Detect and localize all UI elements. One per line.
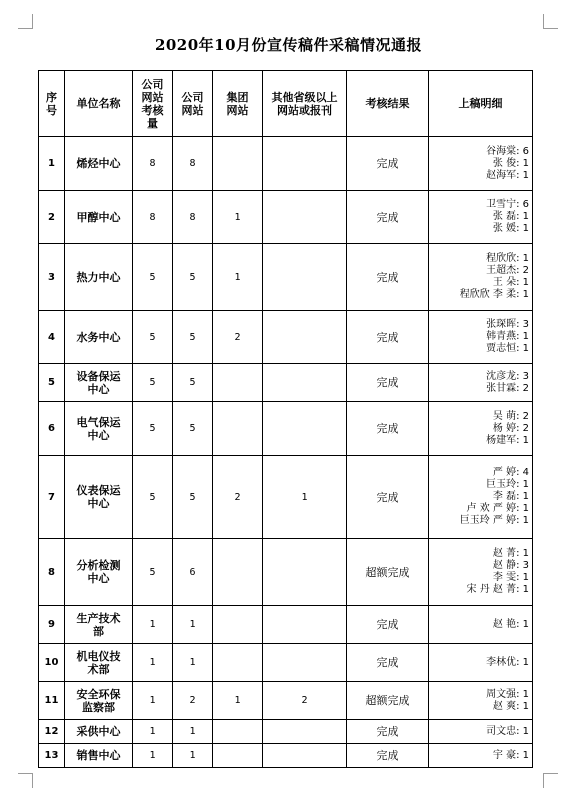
table-row — [39, 744, 533, 768]
detail-line: 杨 婷: 2 — [492, 422, 529, 434]
table-row — [39, 402, 533, 456]
header-company-quota: 公司网站考核量 — [133, 71, 173, 137]
crop-mark-top-left — [18, 14, 33, 29]
document-title: 2020年10月份宣传稿件采稿情况通报 — [154, 36, 423, 54]
cell-company-site: 1 — [173, 744, 213, 768]
cell-company-site: 5 — [173, 311, 213, 364]
cell-provincial — [263, 244, 347, 311]
crop-mark-bottom-left — [18, 773, 33, 788]
cell-details — [429, 644, 533, 682]
cell-company-quota: 8 — [133, 191, 173, 244]
cell-result: 完成 — [347, 456, 429, 539]
table-row — [39, 539, 533, 606]
detail-line: 巨玉玲 严 婷: 1 — [459, 515, 529, 526]
table-row — [39, 191, 533, 244]
cell-result: 完成 — [347, 606, 429, 644]
detail-line: 张 俊: 1 — [492, 157, 529, 169]
cell-company-site: 5 — [173, 364, 213, 402]
cell-result: 完成 — [347, 744, 429, 768]
detail-line: 李 磊: 1 — [492, 491, 529, 502]
cell-provincial — [263, 311, 347, 364]
cell-seq: 7 — [39, 456, 65, 539]
cell-company-site: 6 — [173, 539, 213, 606]
cell-company-site: 5 — [173, 244, 213, 311]
cell-provincial — [263, 744, 347, 768]
cell-group-site: 1 — [213, 682, 263, 720]
table-row — [39, 244, 533, 311]
detail-line: 王超杰: 2 — [486, 265, 529, 276]
cell-company-quota: 1 — [133, 744, 173, 768]
cell-seq: 12 — [39, 720, 65, 744]
report-table — [38, 70, 533, 768]
cell-seq: 4 — [39, 311, 65, 364]
cell-details — [429, 539, 533, 606]
cell-unit: 分析检测中心 — [65, 539, 133, 606]
detail-line: 张 媛: 1 — [492, 223, 529, 234]
crop-mark-bottom-right — [543, 773, 558, 788]
cell-seq: 3 — [39, 244, 65, 311]
cell-result: 完成 — [347, 402, 429, 456]
cell-group-site — [213, 644, 263, 682]
detail-line: 赵 艳: 1 — [492, 618, 529, 630]
cell-provincial — [263, 539, 347, 606]
detail-line: 程欣欣 李 柔: 1 — [459, 289, 529, 300]
detail-line: 杨建军: 1 — [486, 434, 529, 446]
cell-group-site — [213, 606, 263, 644]
cell-details — [429, 682, 533, 720]
header-company-site: 公司网站 — [173, 71, 213, 137]
cell-result: 超额完成 — [347, 539, 429, 606]
cell-seq: 13 — [39, 744, 65, 768]
cell-result: 完成 — [347, 137, 429, 191]
cell-seq: 9 — [39, 606, 65, 644]
cell-seq: 2 — [39, 191, 65, 244]
cell-seq: 8 — [39, 539, 65, 606]
detail-line: 卢 欢 严 婷: 1 — [466, 503, 529, 514]
cell-unit: 烯烃中心 — [65, 137, 133, 191]
cell-company-site: 5 — [173, 402, 213, 456]
cell-details — [429, 364, 533, 402]
cell-unit: 水务中心 — [65, 311, 133, 364]
table-row — [39, 606, 533, 644]
cell-unit: 安全环保监察部 — [65, 682, 133, 720]
detail-line: 张琛晖: 3 — [486, 319, 529, 330]
cell-unit: 热力中心 — [65, 244, 133, 311]
cell-group-site — [213, 364, 263, 402]
cell-company-site: 2 — [173, 682, 213, 720]
detail-line: 王 朵: 1 — [492, 277, 529, 288]
cell-provincial — [263, 606, 347, 644]
cell-details — [429, 744, 533, 768]
cell-seq: 1 — [39, 137, 65, 191]
cell-seq: 10 — [39, 644, 65, 682]
cell-result: 完成 — [347, 644, 429, 682]
cell-result: 完成 — [347, 364, 429, 402]
cell-company-quota: 5 — [133, 456, 173, 539]
cell-company-site: 8 — [173, 137, 213, 191]
detail-line: 赵 爽: 1 — [492, 700, 529, 712]
detail-line: 宇 豪: 1 — [492, 749, 529, 761]
table-row — [39, 644, 533, 682]
cell-company-site: 1 — [173, 644, 213, 682]
cell-provincial — [263, 137, 347, 191]
detail-line: 司文忠: 1 — [486, 725, 529, 737]
cell-group-site — [213, 137, 263, 191]
cell-company-quota: 5 — [133, 244, 173, 311]
cell-group-site — [213, 402, 263, 456]
cell-details — [429, 456, 533, 539]
cell-seq: 5 — [39, 364, 65, 402]
cell-group-site: 2 — [213, 311, 263, 364]
cell-unit: 设备保运中心 — [65, 364, 133, 402]
cell-provincial — [263, 402, 347, 456]
table-row — [39, 682, 533, 720]
cell-company-quota: 1 — [133, 644, 173, 682]
cell-provincial: 1 — [263, 456, 347, 539]
detail-line: 贾志恒: 1 — [486, 343, 529, 354]
detail-line: 严 婷: 4 — [492, 467, 529, 478]
cell-details — [429, 311, 533, 364]
detail-line: 程欣欣: 1 — [486, 253, 529, 264]
header-unit: 单位名称 — [65, 71, 133, 137]
cell-company-quota: 5 — [133, 364, 173, 402]
cell-result: 完成 — [347, 191, 429, 244]
cell-unit: 甲醇中心 — [65, 191, 133, 244]
detail-line: 宋 丹 赵 菁: 1 — [466, 584, 529, 595]
cell-seq: 11 — [39, 682, 65, 720]
cell-group-site: 1 — [213, 244, 263, 311]
cell-company-quota: 5 — [133, 311, 173, 364]
cell-result: 完成 — [347, 720, 429, 744]
cell-company-site: 1 — [173, 606, 213, 644]
detail-line: 吴 萌: 2 — [492, 410, 529, 422]
detail-line: 赵 菁: 1 — [492, 548, 529, 559]
cell-group-site — [213, 539, 263, 606]
table-row — [39, 311, 533, 364]
cell-result: 超额完成 — [347, 682, 429, 720]
header-row — [39, 71, 533, 137]
cell-unit: 采供中心 — [65, 720, 133, 744]
cell-company-site: 8 — [173, 191, 213, 244]
detail-line: 张甘霖: 2 — [486, 382, 529, 394]
cell-provincial: 2 — [263, 682, 347, 720]
detail-line: 周文强: 1 — [486, 688, 529, 700]
cell-details — [429, 402, 533, 456]
cell-group-site: 1 — [213, 191, 263, 244]
cell-seq: 6 — [39, 402, 65, 456]
cell-company-quota: 5 — [133, 539, 173, 606]
detail-line: 赵海军: 1 — [486, 169, 529, 181]
detail-line: 李林优: 1 — [486, 656, 529, 668]
cell-company-site: 5 — [173, 456, 213, 539]
cell-result: 完成 — [347, 244, 429, 311]
cell-details — [429, 137, 533, 191]
detail-line: 谷海棠: 6 — [486, 145, 529, 157]
cell-unit: 生产技术部 — [65, 606, 133, 644]
detail-line: 李 雯: 1 — [492, 572, 529, 583]
cell-details — [429, 606, 533, 644]
detail-line: 沈彦龙: 3 — [486, 370, 529, 382]
header-result: 考核结果 — [347, 71, 429, 137]
cell-group-site — [213, 720, 263, 744]
detail-line: 卫雪宁: 6 — [486, 199, 529, 210]
cell-company-quota: 1 — [133, 720, 173, 744]
cell-details — [429, 191, 533, 244]
table-row — [39, 137, 533, 191]
cell-unit: 销售中心 — [65, 744, 133, 768]
detail-line: 韩青燕: 1 — [486, 331, 529, 342]
cell-company-quota: 1 — [133, 606, 173, 644]
header-group-site: 集团网站 — [213, 71, 263, 137]
header-seq: 序号 — [39, 71, 65, 137]
cell-result: 完成 — [347, 311, 429, 364]
detail-line: 赵 静: 3 — [492, 560, 529, 571]
detail-line: 巨玉玲: 1 — [486, 479, 529, 490]
cell-provincial — [263, 364, 347, 402]
detail-line: 张 磊: 1 — [492, 211, 529, 222]
cell-provincial — [263, 644, 347, 682]
cell-provincial — [263, 720, 347, 744]
cell-company-site: 1 — [173, 720, 213, 744]
cell-details — [429, 720, 533, 744]
cell-unit: 电气保运中心 — [65, 402, 133, 456]
report-body — [39, 137, 533, 768]
header-details: 上稿明细 — [429, 71, 533, 137]
cell-group-site — [213, 744, 263, 768]
cell-company-quota: 1 — [133, 682, 173, 720]
table-row — [39, 456, 533, 539]
cell-unit: 仪表保运中心 — [65, 456, 133, 539]
cell-unit: 机电仪技术部 — [65, 644, 133, 682]
crop-mark-top-right — [543, 14, 558, 29]
table-row — [39, 364, 533, 402]
header-provincial: 其他省级以上网站或报刊 — [263, 71, 347, 137]
cell-company-quota: 5 — [133, 402, 173, 456]
cell-company-quota: 8 — [133, 137, 173, 191]
cell-provincial — [263, 191, 347, 244]
cell-group-site: 2 — [213, 456, 263, 539]
table-row — [39, 720, 533, 744]
cell-details — [429, 244, 533, 311]
